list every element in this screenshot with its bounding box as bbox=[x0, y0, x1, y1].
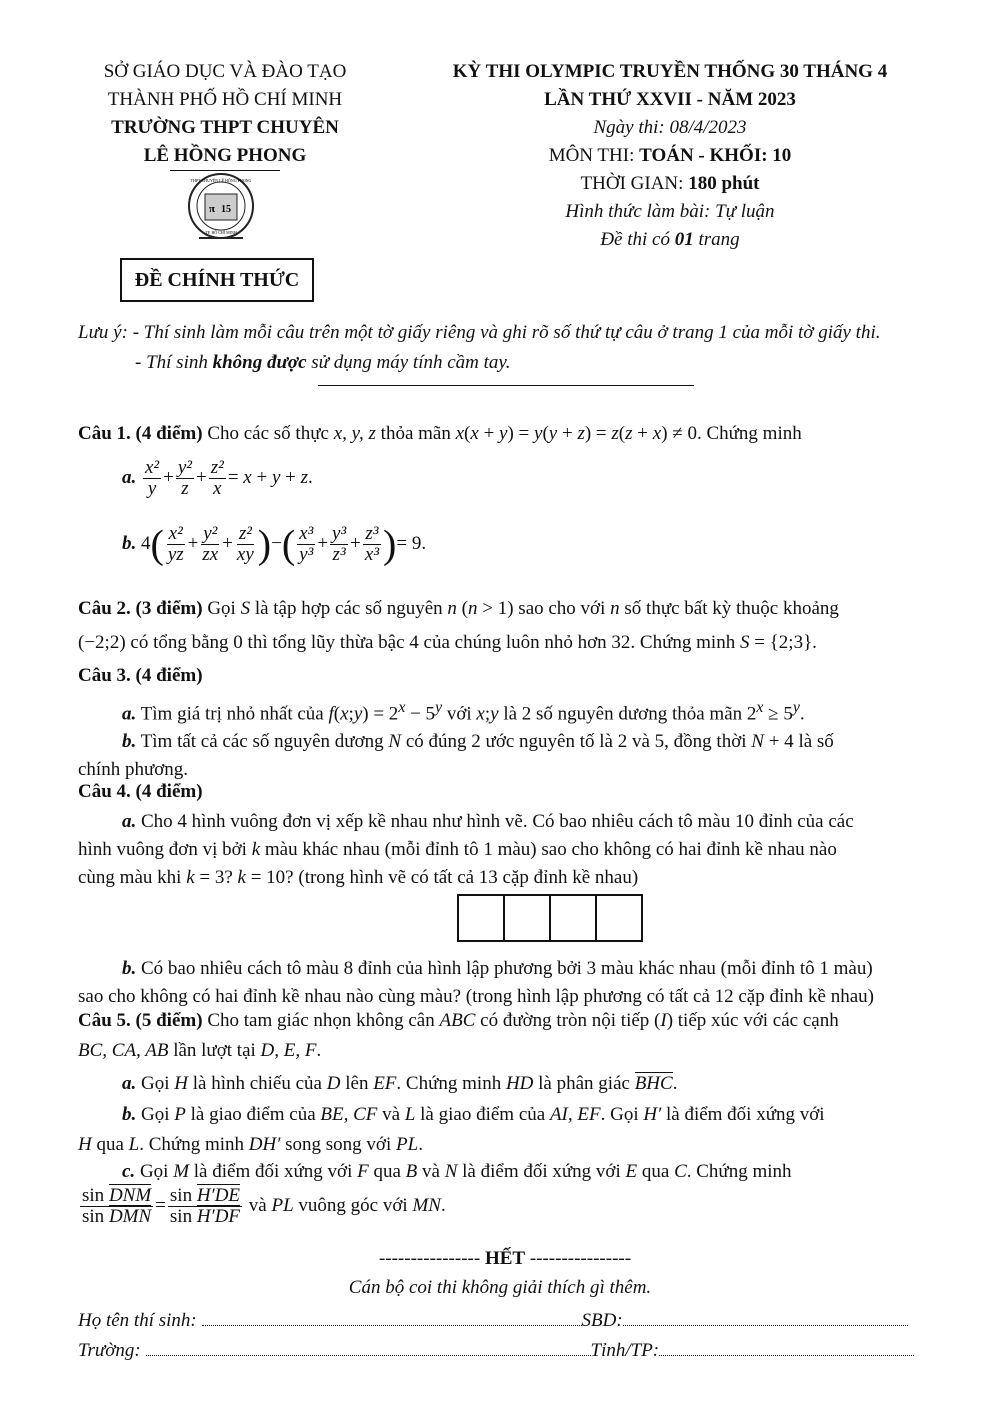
exam-date: Ngày thi: 08/4/2023 bbox=[593, 117, 747, 138]
exam-subject: MÔN THI: TOÁN - KHỐI: 10 bbox=[548, 145, 792, 166]
department: SỞ GIÁO DỤC VÀ ĐÀO TẠO bbox=[103, 61, 347, 82]
logo-text: THPT CHUYÊN LÊ HỒNG PHONG bbox=[190, 178, 252, 183]
footer-note: Cán bộ coi thi không giải thích gì thêm. bbox=[348, 1277, 652, 1298]
question-1: Câu 1. (4 điểm) Cho các số thực x, y, z thỏa mãn x(x + y) = y(y + z) = z(z + x) ≠ 0. Chứng minh bbox=[78, 423, 802, 444]
question-3a: a. Tìm giá trị nhỏ nhất của f(x;y) = $2^x - 5^y$ với x;y là 2 số nguyên dương thỏa mãn $2^x \ge 5^y$. bbox=[122, 699, 805, 725]
svg-text:π: π bbox=[209, 203, 216, 215]
candidate-name-line bbox=[78, 1310, 928, 1332]
separator bbox=[318, 385, 694, 386]
question-2: Câu 2. (3 điểm) Gọi S là tập hợp các số nguyên n (n > 1) sao cho với n số thực bất kỳ thuộc khoảng (−2;2) có tổng bằng 0 thì tổng lũy thừa bậc 4 của chúng luôn nhỏ hơn 32. Chứng minh S = {2;3}. bbox=[78, 598, 839, 653]
note-line2: - Thí sinh không được sử dụng máy tính cầm tay. bbox=[135, 352, 511, 373]
question-1a: a. $\frac{\text{x²}}{y}$ + $\frac{\text{y²}}{z}$ + $\frac{\text{z²}}{x}$ = x + y + z. bbox=[122, 457, 313, 499]
school-label: Trường: bbox=[78, 1340, 141, 1361]
official-stamp: ĐỀ CHÍNH THỨC bbox=[120, 258, 314, 302]
city: THÀNH PHỐ HỒ CHÍ MINH bbox=[107, 89, 343, 110]
note-line1: - Thí sinh làm mỗi câu trên một tờ giấy riêng và ghi rõ số thứ tự câu ở trang 1 của mỗi tờ giấy thi. bbox=[132, 322, 881, 343]
question-1b: b. 4( $\frac{\text{x²}}{yz}$ + $\frac{\text{y²}}{zx}$ + $\frac{\text{z²}}{xy}$ )−( $\frac{\text{x³}}{\text{y³}}$ + $\frac{\text{y³}}{\text{z³}}$ + $\frac{\text{z³}}{\text{x³}}$ )= 9. bbox=[122, 521, 427, 567]
province-label: Tỉnh/TP: bbox=[590, 1340, 660, 1361]
question-5: Câu 5. (5 điểm) Cho tam giác nhọn không cân ABC có đường tròn nội tiếp (I) tiếp xúc với các cạnh BC, CA, AB lần lượt tại D, E, F. bbox=[78, 1010, 839, 1061]
school-line1: TRƯỜNG THPT CHUYÊN bbox=[111, 117, 339, 138]
note bbox=[78, 318, 958, 378]
school-line2: LÊ HỒNG PHONG bbox=[143, 145, 307, 166]
exam-form: Hình thức làm bài: Tự luận bbox=[565, 201, 775, 222]
question-5c: c. Gọi M là điểm đối xứng với F qua B và N là điểm đối xứng với E qua C. Chứng minh bbox=[122, 1161, 792, 1182]
header-right bbox=[400, 58, 940, 254]
logo-bottom: TP. HỒ CHÍ MINH bbox=[205, 230, 237, 235]
exam-time: THỜI GIAN: 180 phút bbox=[580, 173, 760, 194]
exam-pages: Đề thi có 01 trang bbox=[600, 229, 740, 250]
exam-edition: LẦN THỨ XXVII - NĂM 2023 bbox=[544, 89, 796, 110]
four-squares-figure bbox=[455, 892, 645, 944]
exam-title: KỲ THI OLYMPIC TRUYỀN THỐNG 30 THÁNG 4 bbox=[452, 61, 888, 82]
school-line bbox=[78, 1340, 928, 1362]
header-left bbox=[60, 58, 390, 171]
question-3: Câu 3. (4 điểm) bbox=[78, 665, 203, 686]
question-5a: a. Gọi H là hình chiếu của D lên EF. Chứng minh HD là phân giác BHC. bbox=[122, 1073, 678, 1094]
school-logo bbox=[181, 170, 261, 248]
question-5b: b. Gọi P là giao điểm của BE, CF và L là giao điểm của AI, EF. Gọi H′ là điểm đối xứng với H qua L. Chứng minh DH′ song song với PL. bbox=[78, 1104, 825, 1155]
note-label: Lưu ý: bbox=[78, 322, 128, 343]
sbd-label: SBD: bbox=[581, 1310, 623, 1331]
question-5c-formula: $\frac{\text{sin DNM}}{\text{sin DMN}}$ = $\frac{\text{sin H′DE}}{\text{sin H′DF}}$ và PL vuông góc với MN. bbox=[82, 1185, 446, 1227]
question-3b: b. Tìm tất cả các số nguyên dương N có đúng 2 ước nguyên tố là 2 và 5, đồng thời N + 4 là số chính phương. bbox=[78, 731, 834, 780]
svg-text:15: 15 bbox=[221, 204, 231, 215]
end-marker: ---------------- HẾT ---------------- bbox=[378, 1248, 632, 1269]
question-4: Câu 4. (4 điểm) bbox=[78, 781, 203, 802]
question-4b: b. Có bao nhiêu cách tô màu 8 đỉnh của hình lập phương bởi 3 màu khác nhau (mỗi đỉnh tô 1 màu) sao cho không có hai đỉnh kề nhau nào cùng màu? (trong hình lập phương có tất cả 12 cặp đỉnh kề nhau) bbox=[78, 958, 874, 1007]
name-label: Họ tên thí sinh: bbox=[78, 1310, 197, 1331]
question-4a: a. Cho 4 hình vuông đơn vị xếp kề nhau như hình vẽ. Có bao nhiêu cách tô màu 10 đỉnh của các hình vuông đơn vị bởi k màu khác nhau (mỗi đỉnh tô 1 màu) sao cho không có hai đỉnh kề nhau nào cùng màu khi k = 3? k = 10? (trong hình vẽ có tất cả 13 cặp đỉnh kề nhau) bbox=[78, 811, 854, 888]
